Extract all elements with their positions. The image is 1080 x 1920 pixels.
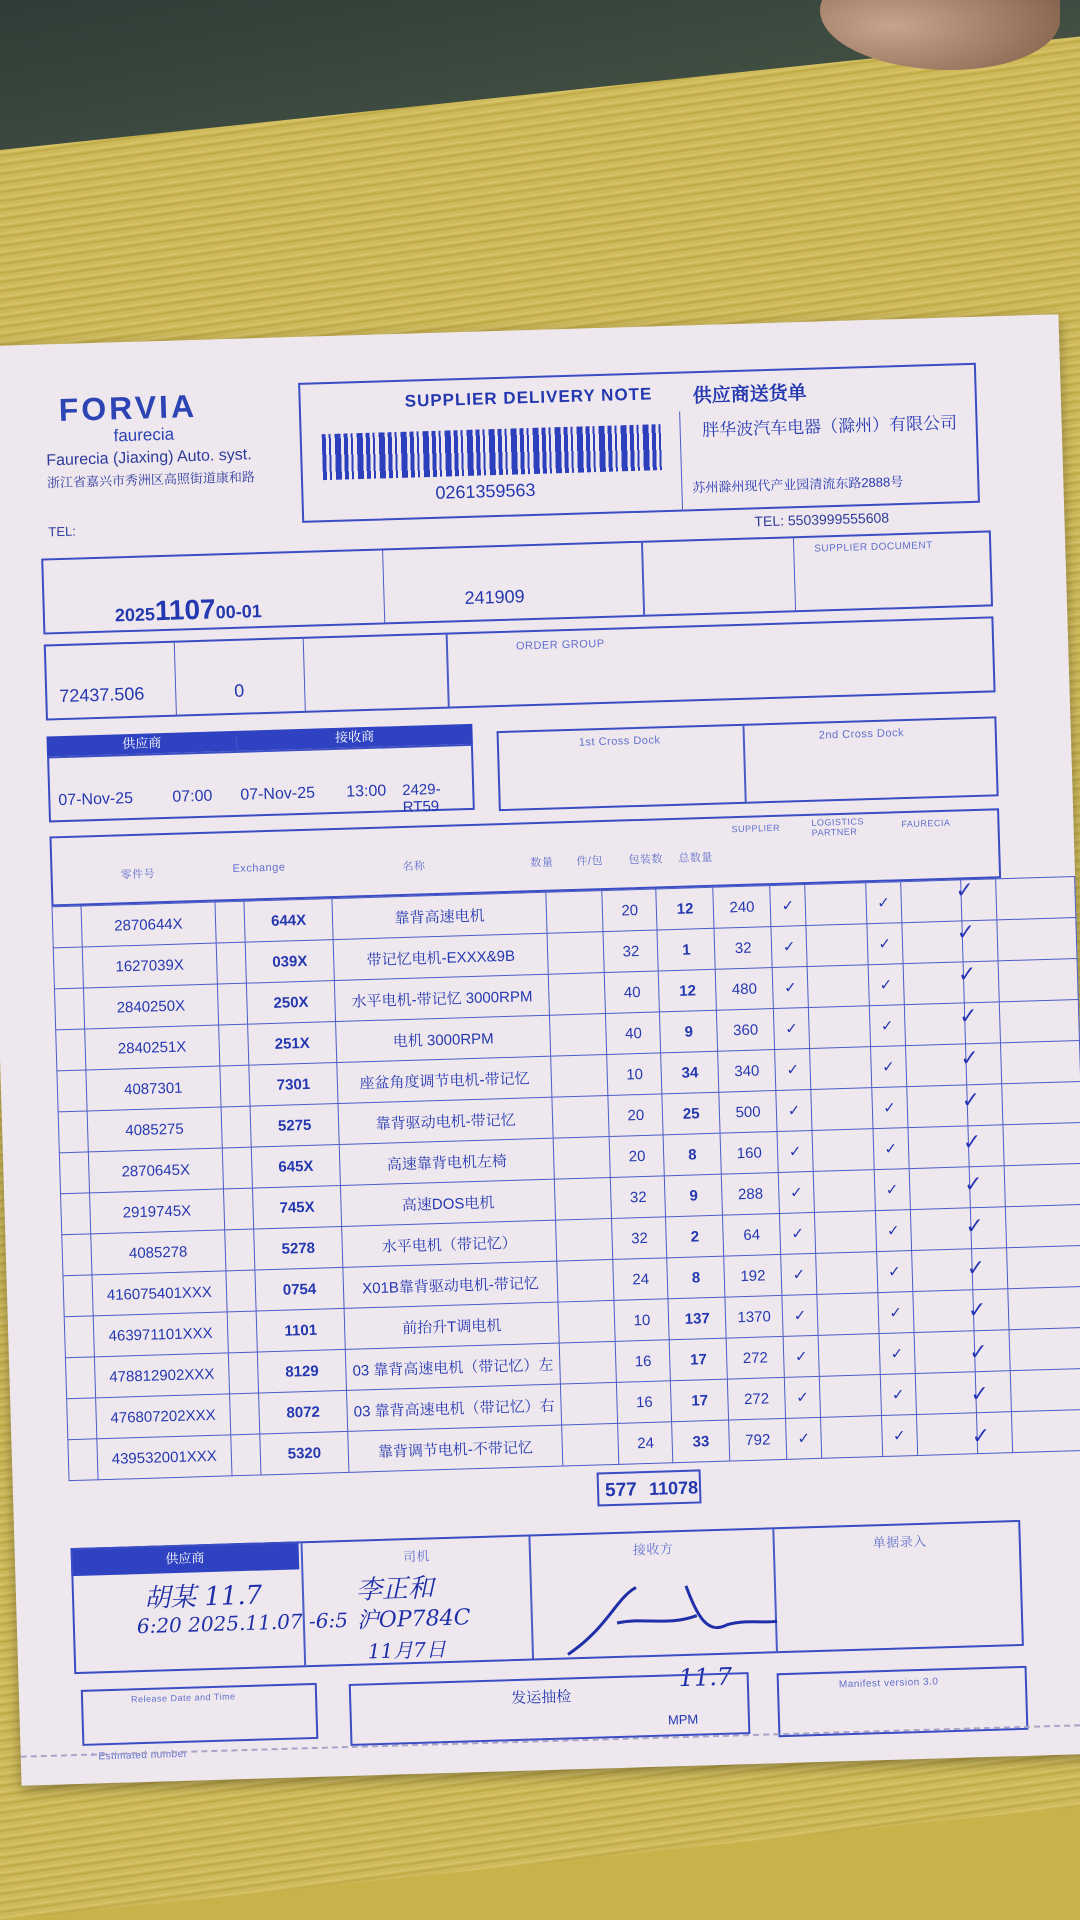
table-row: 4085275 5275 靠背驱动电机-带记忆 20 25 500 ✓ ✓: [58, 1081, 1080, 1152]
supplier-time: 6:20 2025.11.07 -6:5: [136, 1607, 349, 1639]
sum-boxes: 577: [604, 1479, 638, 1502]
cell-code: 745X: [252, 1185, 342, 1229]
table-row: 478812902XXX 8129 03 靠背高速电机（带记忆）左 16 17 272 ✓ ✓: [65, 1327, 1080, 1398]
cell-boxes: 8: [663, 1133, 721, 1176]
table-row: 4087301 7301 座盆角度调节电机-带记忆 10 34 340 ✓ ✓: [57, 1040, 1080, 1111]
cell-part: 478812902XXX: [94, 1353, 229, 1398]
cell-total: 360: [717, 1009, 775, 1052]
cell-code: 5320: [259, 1431, 349, 1475]
ship-note: 发运抽检: [510, 1688, 572, 1708]
cell-boxes: 25: [662, 1092, 720, 1135]
supplier-doc-cell: [793, 532, 991, 610]
cell-pack: 20: [610, 1135, 665, 1178]
header-total: 总数量: [678, 851, 714, 865]
cell-code: 645X: [251, 1144, 341, 1188]
cross-dock-divider: [742, 726, 746, 802]
header-grp-logistics: LOGISTICS PARTNER: [811, 816, 865, 838]
table-row: 463971101XXX 1101 前抬升T调电机 10 137 1370 ✓ ✓: [64, 1286, 1080, 1357]
table-row: 1627039X 039X 带记忆电机-EXXX&9B 32 1 32 ✓ ✓: [53, 918, 1077, 989]
table-row: 2919745X 745X 高速DOS电机 32 9 288 ✓ ✓: [61, 1163, 1080, 1234]
cell-boxes: 17: [671, 1379, 729, 1422]
header-boxes: 包装数: [628, 853, 664, 867]
receiver-date: 11.7: [678, 1662, 733, 1693]
header-part: 零件号: [120, 868, 156, 882]
mpm-label: MPM: [667, 1711, 699, 1728]
cell-name: 03 靠背高速电机（带记忆）右: [347, 1384, 561, 1431]
order-divider: [641, 543, 645, 615]
cell-name: 电机 3000RPM: [336, 1015, 550, 1062]
cell-name: 高速靠背电机左椅: [340, 1138, 554, 1185]
supplier-cell: [679, 403, 980, 512]
check-mark: ✓: [970, 1380, 990, 1407]
cell-pack: 32: [603, 930, 658, 973]
cell-boxes: 2: [666, 1215, 724, 1258]
cell-boxes: 9: [660, 1010, 718, 1053]
cell-code: 039X: [245, 940, 335, 984]
cell-part: 2870645X: [88, 1148, 223, 1193]
cell-boxes: 9: [665, 1174, 723, 1217]
total-count: 0: [233, 680, 245, 701]
sum-total: 11078: [648, 1477, 699, 1499]
supplier-bar: 供应商: [46, 731, 237, 757]
table-row: 2870644X 644X 靠背高速电机 20 12 240 ✓ ✓: [52, 877, 1076, 948]
cell-name: 带记忆电机-EXXX&9B: [334, 933, 548, 980]
cell-pack: 10: [614, 1299, 669, 1342]
cell-part: 1627039X: [82, 943, 217, 988]
cell-name: 靠背调节电机-不带记忆: [348, 1425, 562, 1472]
cell-pack: 40: [606, 1012, 661, 1055]
cell-name: 靠背驱动电机-带记忆: [338, 1097, 552, 1144]
driver-date: 11月7日: [367, 1637, 447, 1664]
cell-boxes: 34: [661, 1051, 719, 1094]
cell-part: 416075401XXX: [92, 1271, 227, 1316]
supplier-doc-label: SUPPLIER DOCUMENT: [814, 540, 933, 555]
cell-pack: 24: [613, 1258, 668, 1301]
receiver-bar: 接收商: [236, 724, 472, 751]
check-mark: ✓: [958, 1003, 978, 1029]
table-row: 2840251X 251X 电机 3000RPM 40 9 360 ✓ ✓: [56, 1000, 1080, 1071]
order-no-suffix: 00-01: [215, 601, 262, 623]
header-name: 名称: [402, 860, 426, 873]
cell-name: 靠背高速电机: [332, 892, 546, 939]
route-ref: 2429-RT59: [401, 780, 441, 816]
arrive-date: 07-Nov-25: [240, 784, 316, 804]
cell-part: 4085278: [91, 1230, 226, 1275]
check-mark: ✓: [957, 961, 977, 987]
cell-total: 340: [718, 1050, 776, 1093]
cell-total: 272: [726, 1336, 784, 1379]
cell-boxes: 12: [656, 887, 714, 930]
items-table: [52, 876, 1080, 1481]
cross-dock-2: 2nd Cross Dock: [818, 727, 905, 742]
table-row: 439532001XXX 5320 靠背调节电机-不带记忆 24 33 792 ✓ ✓: [68, 1409, 1080, 1480]
cell-total: 288: [721, 1172, 779, 1215]
items-body: [52, 877, 1080, 1481]
cell-total: 32: [714, 927, 772, 970]
doc-title: SUPPLIER DELIVERY NOTE: [404, 384, 653, 411]
cell-total: 160: [720, 1132, 778, 1175]
cell-part: 4085275: [87, 1107, 222, 1152]
driver-label: 司机: [402, 1548, 431, 1565]
cell-boxes: 17: [669, 1338, 727, 1381]
check-mark: ✓: [961, 1086, 981, 1113]
cell-part: 2840251X: [85, 1025, 220, 1070]
table-row: 476807202XXX 8072 03 靠背高速电机（带记忆）右 16 17 272 ✓ ✓: [67, 1368, 1080, 1439]
cell-pack: 10: [607, 1053, 662, 1096]
ship-date: 07-Nov-25: [58, 789, 134, 810]
cell-name: X01B靠背驱动电机-带记忆: [343, 1261, 557, 1308]
cell-part: 4087301: [86, 1066, 221, 1111]
check-mark: ✓: [960, 1044, 980, 1071]
check-mark: ✓: [966, 1254, 986, 1281]
receiver-signature: [545, 1563, 788, 1670]
check-mark: ✓: [955, 877, 975, 903]
cell-code: 250X: [246, 981, 336, 1025]
cell-code: 8072: [258, 1390, 348, 1434]
check-mark: ✓: [963, 1170, 983, 1197]
check-mark: ✓: [965, 1212, 985, 1239]
weight-divider: [446, 635, 450, 707]
receiver-label: 接收方: [632, 1541, 674, 1558]
brand-sub: faurecia: [113, 424, 175, 446]
brand-logo: FORVIA: [58, 387, 198, 428]
count-cell: [174, 639, 306, 715]
total-weight: 72437.506: [58, 683, 145, 707]
release-box: [81, 1683, 319, 1746]
estimated-note: * Estimated number: [90, 1748, 188, 1763]
cell-total: 240: [713, 886, 771, 929]
arrive-time: 13:00: [346, 782, 387, 801]
sig-divider-1: [301, 1543, 307, 1665]
cell-pack: 20: [608, 1094, 663, 1137]
cell-name: 03 靠背高速电机（带记忆）左: [346, 1343, 560, 1390]
cell-pack: 32: [611, 1176, 666, 1219]
check-mark: ✓: [962, 1128, 982, 1155]
cell-total: 192: [724, 1254, 782, 1297]
cell-boxes: 137: [668, 1297, 726, 1340]
check-mark: ✓: [968, 1338, 988, 1365]
cell-pack: 16: [617, 1381, 672, 1424]
cell-total: 1370: [725, 1295, 783, 1338]
cell-pack: 40: [605, 971, 660, 1014]
sig-divider-2: [528, 1536, 534, 1658]
cell-name: 前抬升T调电机: [345, 1302, 559, 1349]
supplier-signature: 胡某 11.7: [143, 1580, 263, 1614]
company-name: Faurecia (Jiaxing) Auto. syst.: [46, 446, 252, 470]
cell-name: 水平电机-带记忆 3000RPM: [335, 974, 549, 1021]
totals-row: [597, 1469, 702, 1506]
cell-pack: 16: [616, 1340, 671, 1383]
weight-box: [44, 616, 996, 720]
order-no: [114, 592, 262, 628]
manifest-version: Manifest version 3.0: [838, 1676, 939, 1691]
cell-part: 463971101XXX: [93, 1312, 228, 1357]
supplier-name: 胖华波汽车电器（滁州）有限公司: [701, 413, 958, 440]
cell-total: 500: [719, 1091, 777, 1134]
cell-part: 2919745X: [89, 1189, 224, 1234]
driver-plate: 沪OP784C: [356, 1605, 471, 1634]
cell-part: 2840250X: [83, 984, 218, 1029]
header-grp-supplier: SUPPLIER: [731, 822, 781, 835]
cell-code: 0754: [255, 1267, 345, 1311]
order-box: [41, 530, 993, 634]
doc-title-cn: 供应商送货单: [692, 382, 807, 408]
order-no-date: 1107: [154, 593, 217, 627]
cell-pack: 20: [602, 889, 657, 932]
order-no-year: 2025: [114, 604, 156, 626]
header-pack: 件/包: [576, 855, 604, 868]
supplier-address: 苏州滁州现代产业园清流东路2888号: [692, 473, 904, 496]
table-row: 416075401XXX 0754 X01B靠背驱动电机-带记忆 24 8 192 ✓ ✓: [63, 1245, 1080, 1316]
schedule-box: [47, 744, 475, 823]
cell-boxes: 33: [672, 1420, 730, 1463]
cell-part: 476807202XXX: [96, 1394, 231, 1439]
table-row: 4085278 5278 水平电机（带记忆） 32 2 64 ✓ ✓: [62, 1204, 1080, 1275]
table-row: 2870645X 645X 高速靠背电机左椅 20 8 160 ✓ ✓: [59, 1122, 1080, 1193]
check-mark: ✓: [967, 1296, 987, 1323]
company-address: 浙江省嘉兴市秀洲区高照街道康和路: [46, 469, 256, 491]
cell-part: 439532001XXX: [97, 1435, 232, 1480]
release-label: Release Date and Time: [130, 1691, 236, 1705]
cell-total: 792: [729, 1418, 787, 1461]
delivery-note: [0, 314, 1080, 1785]
barcode-number: 0261359563: [435, 479, 536, 503]
header-code: Exchange: [232, 861, 286, 876]
cell-total: 64: [723, 1213, 781, 1256]
cell-boxes: 8: [667, 1256, 725, 1299]
cell-part: 2870644X: [81, 902, 216, 947]
footer-supplier-bar: 供应商: [71, 1541, 300, 1576]
cross-dock-1: 1st Cross Dock: [578, 734, 661, 749]
cell-code: 5275: [250, 1104, 340, 1148]
driver-name: 李正和: [355, 1573, 435, 1606]
cross-dock-box: [497, 716, 999, 811]
cell-total: 272: [728, 1377, 786, 1420]
header-qty: 数量: [530, 856, 554, 870]
cell-code: 1101: [256, 1308, 346, 1352]
entry-label: 单据录入: [872, 1533, 927, 1551]
ship-time: 07:00: [172, 787, 213, 806]
cell-boxes: 1: [657, 928, 715, 971]
cell-name: 座盆角度调节电机-带记忆: [337, 1056, 551, 1103]
cell-name: 水平电机（带记忆）: [342, 1220, 556, 1267]
cell-boxes: 12: [659, 969, 717, 1012]
check-mark: ✓: [956, 919, 976, 945]
table-row: 2840250X 250X 水平电机-带记忆 3000RPM 40 12 480 ✓ ✓: [54, 959, 1078, 1030]
cell-code: 7301: [248, 1063, 338, 1107]
cell-code: 251X: [247, 1022, 337, 1066]
tel-label: TEL:: [48, 523, 77, 540]
cell-code: 644X: [244, 899, 334, 943]
cell-pack: 24: [618, 1422, 673, 1465]
cell-total: 480: [715, 968, 773, 1011]
header-grp-faurecia: FAURECIA: [901, 817, 951, 830]
order-group-label: ORDER GROUP: [515, 637, 605, 653]
check-mark: ✓: [971, 1422, 991, 1449]
cell-code: 8129: [257, 1349, 347, 1393]
cell-code: 5278: [253, 1226, 343, 1270]
supplier-tel: TEL: 5503999555608: [754, 509, 890, 530]
supplier-code: 241909: [464, 586, 525, 609]
cell-pack: 32: [612, 1217, 667, 1260]
cell-name: 高速DOS电机: [341, 1179, 555, 1226]
order-no-cell: [43, 550, 385, 632]
